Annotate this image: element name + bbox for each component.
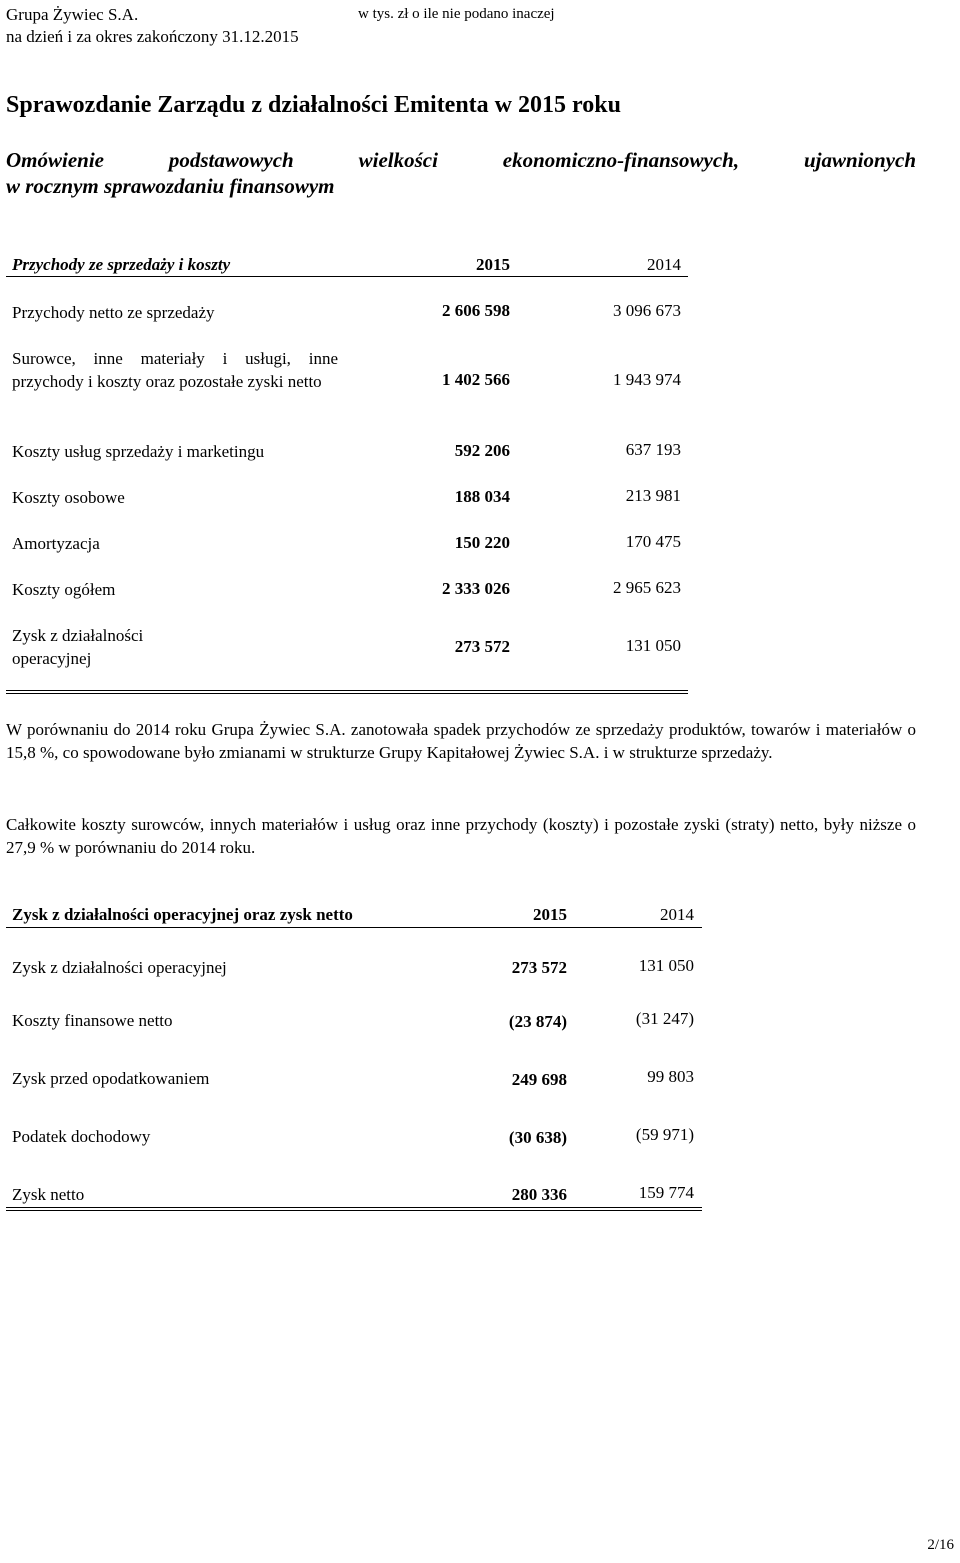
page-header (6, 4, 299, 48)
table-row-label: Zysk netto (12, 1185, 85, 1204)
table-row-value-2015: (30 638) (508, 1128, 567, 1147)
table2-bottom-rule-double (6, 1210, 702, 1211)
table-row-value-2014: 131 050 (638, 956, 694, 975)
table-row-value-2014: 3 096 673 (613, 301, 681, 320)
table-row-label: Amortyzacja (12, 534, 100, 553)
table-row-label: Zysk z działalności operacyjnej (12, 626, 144, 668)
table-row-value-2015: 273 572 (454, 637, 510, 656)
table-row-value-2015: 280 336 (511, 1185, 567, 1204)
page-number: 2/16 (927, 1537, 954, 1553)
page-title: Sprawozdanie Zarządu z działalności Emitenta w 2015 roku (6, 92, 621, 118)
table1-bottom-rule (6, 690, 688, 691)
table-row-value-2014: (59 971) (635, 1125, 694, 1144)
table-row-label: Koszty finansowe netto (12, 1011, 173, 1030)
table2-header-2014: 2014 (660, 905, 694, 924)
table2-header-label: Zysk z działalności operacyjnej oraz zysk netto (12, 905, 353, 924)
table-row-label: Zysk przed opodatkowaniem (12, 1069, 210, 1088)
table-row-value-2014: 1 943 974 (613, 370, 681, 389)
table-row-value-2015: 249 698 (511, 1070, 567, 1089)
table-row-label: Zysk z działalności operacyjnej (12, 958, 227, 977)
table-row-label: Przychody netto ze sprzedaży (12, 303, 215, 322)
table1-header-rule (6, 276, 688, 277)
table-row-value-2014: 159 774 (638, 1183, 694, 1202)
table1-header-2015: 2015 (476, 255, 510, 274)
report-period: na dzień i za okres zakończony 31.12.2015 (6, 27, 299, 46)
table1-header-label: Przychody ze sprzedaży i koszty (12, 255, 231, 274)
revenue-commentary: W porównaniu do 2014 roku Grupa Żywiec S.A. zanotowała spadek przychodów ze sprzedaży produktów, towarów i materiałów o 15,8 %, co spowodowane było zmianami w strukturze Grupy Kapitałowej Żywiec S.A. i w strukturze sprzedaży. (6, 720, 916, 762)
table-row-value-2014: 170 475 (625, 532, 681, 551)
table-row-label: Podatek dochodowy (12, 1127, 151, 1146)
table-row-value-2015: 150 220 (454, 533, 510, 552)
table-row-label: Koszty ogółem (12, 580, 116, 599)
table-row-value-2015: 1 402 566 (442, 370, 510, 389)
table-row-value-2015: 273 572 (511, 958, 567, 977)
table2-bottom-rule (6, 1207, 702, 1208)
table-row-value-2014: 637 193 (625, 440, 681, 459)
table-row-label: Koszty osobowe (12, 488, 125, 507)
table-row-label: Koszty usług sprzedaży i marketingu (12, 442, 265, 461)
cost-commentary: Całkowite koszty surowców, innych materiałów i usług oraz inne przychody (koszty) i pozostałe zyski (straty) netto, były niższe o 27,9 % w porównaniu do 2014 roku. (6, 815, 916, 857)
section-subtitle-line2: w rocznym sprawozdaniu finansowym (6, 174, 335, 198)
table-row-value-2015: (23 874) (508, 1012, 567, 1031)
table-row-value-2015: 188 034 (454, 487, 510, 506)
table-row-value-2015: 592 206 (454, 441, 510, 460)
table-row-label: Surowce, inne materiały i usługi, inne przychody i koszty oraz pozostałe zyski netto (12, 349, 338, 391)
table2-header-rule (6, 927, 702, 928)
table-row-value-2014: 99 803 (647, 1067, 694, 1086)
table1-bottom-rule-double (6, 693, 688, 694)
unit-note: w tys. zł o ile nie podano inaczej (358, 6, 555, 22)
table-row-value-2014: 131 050 (625, 636, 681, 655)
table-row-value-2014: (31 247) (635, 1009, 694, 1028)
table-row-value-2015: 2 606 598 (442, 301, 510, 320)
section-subtitle-line1: Omówienie podstawowych wielkości ekonomiczno-finansowych, ujawnionych (6, 148, 916, 172)
table1-header-2014: 2014 (647, 255, 681, 274)
table-row-value-2014: 2 965 623 (613, 578, 681, 597)
table2-header-2015: 2015 (533, 905, 567, 924)
table-row-value-2014: 213 981 (625, 486, 681, 505)
company-name: Grupa Żywiec S.A. (6, 5, 139, 24)
table-row-value-2015: 2 333 026 (442, 579, 510, 598)
